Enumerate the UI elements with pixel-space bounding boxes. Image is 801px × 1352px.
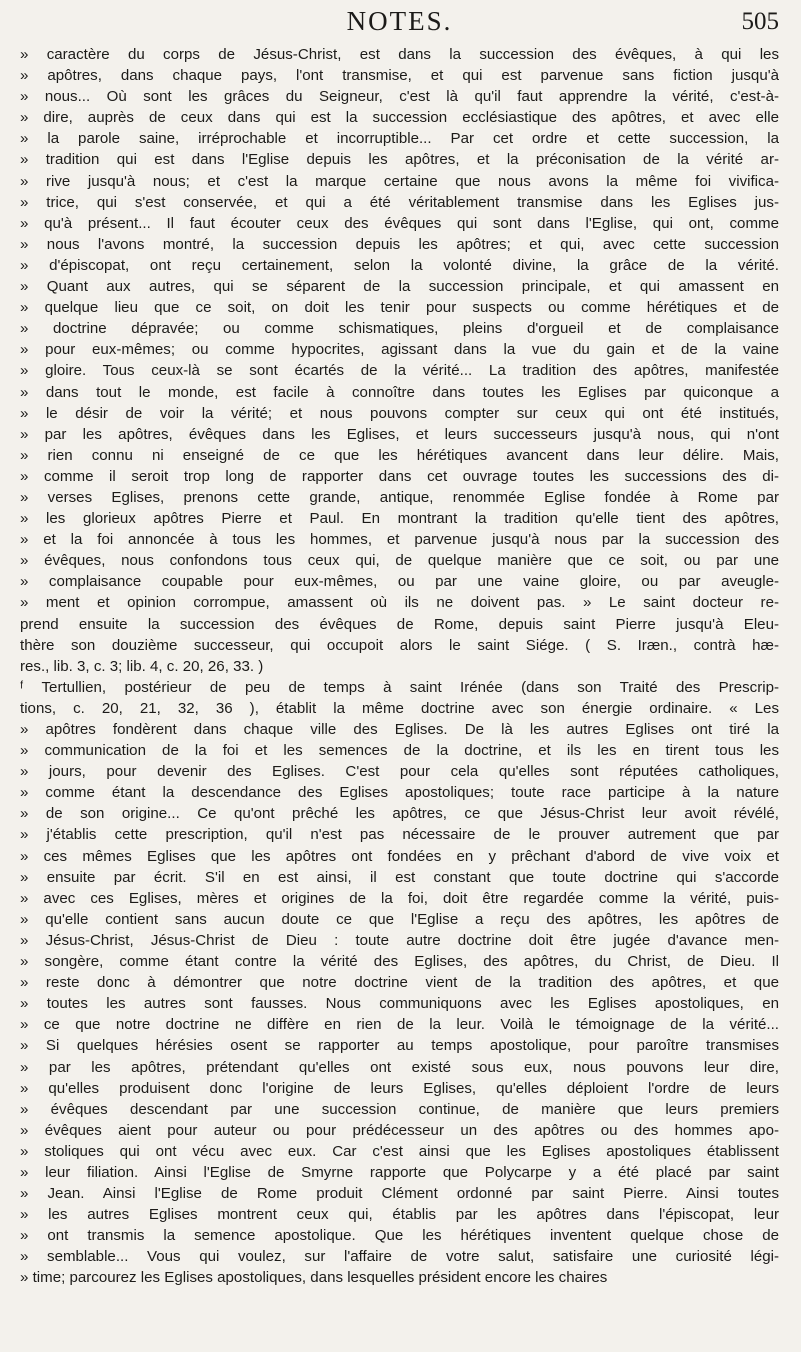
text-line: res., lib. 3, c. 3; lib. 4, c. 20, 26, 33. ) xyxy=(20,657,264,675)
text-line: thère son douzième successeur, qui occupoit alors le saint Siége. ( S. Iræn., contrà hæ- xyxy=(20,636,779,654)
text-line: ᶠ Tertullien, postérieur de peu de temps à saint Irénée (dans son Traité des Prescrip- xyxy=(20,678,779,696)
text-line: » semblable... Vous qui voulez, sur l'affaire de votre salut, satisfaire une curiosité légi- xyxy=(20,1248,779,1266)
text-line: » évêques, nous confondons tous ceux qui, de quelque manière que ce soit, ou par une xyxy=(20,552,779,570)
text-line: » trice, qui s'est conservée, et qui a été véritablement transmise dans les Eglises jus- xyxy=(20,193,779,211)
page-number: 505 xyxy=(741,8,779,35)
text-line: » dire, auprès de ceux dans qui est la succession ecclésiastique des apôtres, et avec elle xyxy=(20,109,779,127)
text-line: » quelque lieu que ce soit, on doit les tenir pour suspects ou comme hérétiques et de xyxy=(20,299,779,317)
text-line: » doctrine dépravée; ou comme schismatiques, pleins d'orgueil et de complaisance xyxy=(20,320,779,338)
text-line: » apôtres, dans chaque pays, l'ont transmise, et qui est parvenue sans fiction jusqu'à xyxy=(20,67,779,85)
text-line: » Jean. Ainsi l'Eglise de Rome produit Clément ordonné par saint Pierre. Ainsi toutes xyxy=(20,1185,779,1203)
text-line: » rive jusqu'à nous; et c'est la marque certaine que nous avons la même foi vivifica- xyxy=(20,172,779,190)
text-line: » nous... Où sont les grâces du Seigneur, c'est là qu'il faut apprendre la vérité, c'est-à- xyxy=(20,88,779,106)
text-line: » toutes les autres sont fausses. Nous communiquons avec les Eglises apostoliques, en xyxy=(20,995,779,1013)
text-line: » évêques aient pour auteur ou pour prédécesseur un des apôtres ou des hommes apo- xyxy=(20,1121,779,1139)
text-line: » caractère du corps de Jésus-Christ, est dans la succession des évêques, à qui les xyxy=(20,46,779,63)
text-line: » comme il seroit trop long de rapporter dans cet ouvrage toutes les successions des di- xyxy=(20,467,779,485)
text-line: » de son origine... Ce qu'ont prêché les apôtres, ce que Jésus-Christ leur avoit révélé, xyxy=(20,805,779,823)
text-line: » nous l'avons montré, la succession depuis les apôtres; et qui, avec cette succession xyxy=(20,235,779,253)
text-line: » dans tout le monde, est facile à connoître dans toutes les Eglises par quiconque a xyxy=(20,383,779,401)
text-line: » pour eux-mêmes; ou comme hypocrites, agissant dans la vue du gain et de la vaine xyxy=(20,341,779,359)
text-line: » reste donc à démontrer que notre doctrine vient de la tradition des apôtres, et que xyxy=(20,974,779,992)
text-line: » gloire. Tous ceux-là se sont écartés de la vérité... La tradition des apôtres, manifestée xyxy=(20,362,779,380)
text-line: » ment et opinion corrompue, amassent où ils ne doivent pas. » Le saint docteur re- xyxy=(20,594,779,612)
text-line: » complaisance coupable pour eux-mêmes, ou par une vaine gloire, ou par aveugle- xyxy=(20,573,779,591)
text-line: prend ensuite la succession des évêques de Rome, depuis saint Pierre jusqu'à Eleu- xyxy=(20,615,779,633)
text-line: » time; parcourez les Eglises apostoliques, dans lesquelles président encore les chaires xyxy=(20,1269,608,1287)
text-line: » ces mêmes Eglises que les apôtres ont fondées en y prêchant d'abord de vive voix et xyxy=(20,847,779,865)
text-line: » j'établis cette prescription, qu'il n'est pas nécessaire de le prouver autrement que par xyxy=(20,826,779,844)
text-line: » jours, pour devenir des Eglises. C'est pour cela qu'elles sont réputées catholiques, xyxy=(20,763,779,781)
text-line: » rien connu ni enseigné de ce que les hérétiques avancent dans leur délire. Mais, xyxy=(20,446,779,464)
text-line: » Jésus-Christ, Jésus-Christ de Dieu : toute autre doctrine doit être jugée d'avance men- xyxy=(20,931,779,949)
text-line: » comme étant la descendance des Eglises apostoliques; toute race participe à la nature xyxy=(20,784,779,802)
text-line: » stoliques qui ont vécu avec eux. Car c'est ainsi que les Eglises apostoliques établissent xyxy=(20,1142,779,1160)
text-line: » d'épiscopat, ont reçu certainement, selon la volonté divine, la grâce de la vérité. xyxy=(20,256,779,274)
text-line: » ont transmis la semence apostolique. Que les hérétiques inventent quelque chose de xyxy=(20,1227,779,1245)
text-line: » évêques descendant par une succession continue, de manière que leurs premiers xyxy=(20,1100,779,1118)
text-line: » ensuite par écrit. S'il en est ainsi, il est constant que toute doctrine qui s'accorde xyxy=(20,868,779,886)
text-line: » leur filiation. Ainsi l'Eglise de Smyrne rapporte que Polycarpe y a été placé par saint xyxy=(20,1163,779,1181)
text-line: » le désir de voir la vérité; et nous pouvons compter sur ceux qui ont été institués, xyxy=(20,404,779,422)
text-line: » qu'à présent... Il faut écouter ceux des évêques qui sont dans l'Eglise, qui ont, comme xyxy=(20,214,779,232)
notes-body-text xyxy=(20,44,779,1289)
text-line: » songère, comme étant contre la vérité des Eglises, des apôtres, du Christ, de Dieu. Il xyxy=(20,953,779,971)
text-line: » les autres Eglises montrent ceux qui, établis par les apôtres dans l'épiscopat, leur xyxy=(20,1206,779,1224)
running-title: NOTES. xyxy=(346,6,453,36)
text-line: » avec ces Eglises, mères et origines de la foi, doit être regardée comme la vérité, puis- xyxy=(20,889,779,907)
text-line: » la parole saine, irréprochable et incorruptible... Par cet ordre et cette succession, la xyxy=(20,130,779,148)
text-line: » ce que notre doctrine ne diffère en rien de la leur. Voilà le témoignage de la vérité... xyxy=(20,1016,779,1034)
text-line: » et la foi annoncée à tous les hommes, et parvenue jusqu'à nous par la succession des xyxy=(20,531,779,549)
text-line: » par les apôtres, évêques dans les Eglises, et leurs successeurs jusqu'à nous, qui n'ont xyxy=(20,425,779,443)
text-line: » par les apôtres, prétendant qu'elles ont existé sous eux, nous pouvons leur dire, xyxy=(20,1058,779,1076)
text-line: tions, c. 20, 21, 32, 36 ), établit la même doctrine avec son énergie ordinaire. « Les xyxy=(20,699,779,717)
text-line: » tradition qui est dans l'Eglise depuis les apôtres, et la préconisation de la vérité ar- xyxy=(20,151,779,169)
text-line: » verses Eglises, prenons cette grande, antique, renommée Eglise fondée à Rome par xyxy=(20,488,779,506)
running-header xyxy=(20,0,779,44)
text-line: » Si quelques hérésies osent se rapporter au temps apostolique, pour paroître transmises xyxy=(20,1037,779,1055)
text-line: » apôtres fondèrent dans chaque ville des Eglises. De là les autres Eglises ont tiré la xyxy=(20,721,779,738)
text-line: » qu'elles produisent donc l'origine de leurs Eglises, qu'elles déploient l'ordre de leurs xyxy=(20,1079,779,1097)
text-line: » communication de la foi et les semences de la doctrine, et ils les en tirent tous les xyxy=(20,742,779,760)
text-line: » Quant aux autres, qui se séparent de la succession principale, et qui amassent en xyxy=(20,278,779,296)
text-line: » les glorieux apôtres Pierre et Paul. En montrant la tradition qu'elle tient des apôtres, xyxy=(20,510,779,528)
text-line: » qu'elle contient sans aucun doute ce que l'Eglise a reçu des apôtres, les apôtres de xyxy=(20,910,779,928)
